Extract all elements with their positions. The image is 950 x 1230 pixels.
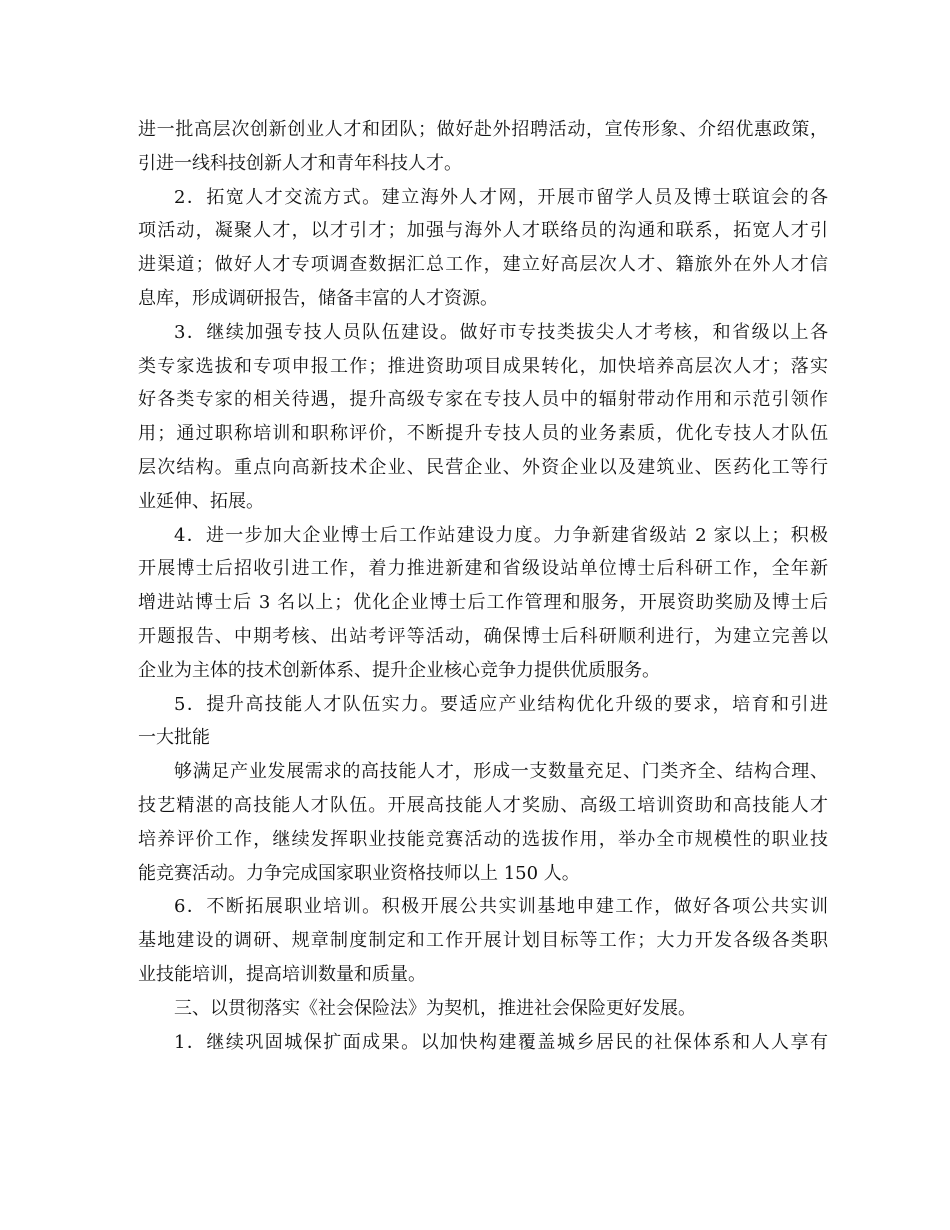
- text-line: 用；通过职称培训和职称评价，不断提升专技人员的业务素质，优化专技人才队伍: [138, 423, 828, 445]
- text-line: 基地建设的调研、规章制度制定和工作开展计划目标等工作；大力开发各级各类职: [138, 930, 828, 952]
- text-line: 业技能培训，提高培训数量和质量。: [138, 963, 426, 985]
- text-line: 增进站博士后 3 名以上；优化企业博士后工作管理和服务，开展资助奖励及博士后: [138, 592, 828, 614]
- paragraph-start-line: 4．进一步加大企业博士后工作站建设力度。力争新建省级站 2 家以上；积极: [174, 524, 828, 546]
- text-line: 培养评价工作，继续发挥职业技能竞赛活动的选拔作用，举办全市规模性的职业技: [138, 828, 828, 850]
- text-line: 引进一线科技创新人才和青年科技人才。: [138, 152, 462, 174]
- text-line: 企业为主体的技术创新体系、提升企业核心竞争力提供优质服务。: [138, 659, 660, 681]
- paragraph-start-line: 5．提升高技能人才队伍实力。要适应产业结构优化升级的要求，培育和引进: [174, 693, 828, 715]
- paragraph-start-line: 1．继续巩固城保扩面成果。以加快构建覆盖城乡居民的社保体系和人人享有: [174, 1031, 828, 1053]
- paragraph-start-line: 2．拓宽人才交流方式。建立海外人才网，开展市留学人员及博士联谊会的各: [174, 186, 828, 208]
- text-line: 进一批高层次创新创业人才和团队；做好赴外招聘活动，宣传形象、介绍优惠政策，: [138, 119, 828, 140]
- text-line: 开题报告、中期考核、出站考评等活动，确保博士后科研顺利进行，为建立完善以: [138, 625, 828, 647]
- text-line: 技艺精湛的高技能人才队伍。开展高技能人才奖励、高级工培训资助和高技能人才: [138, 794, 828, 816]
- document-body: [138, 113, 828, 1059]
- text-line: 层次结构。重点向高新技术企业、民营企业、外资企业以及建筑业、医药化工等行: [138, 456, 828, 478]
- text-line: 能竞赛活动。力争完成国家职业资格技师以上 150 人。: [138, 862, 580, 884]
- paragraph-start-line: 够满足产业发展需求的高技能人才，形成一支数量充足、门类齐全、结构合理、: [174, 761, 828, 783]
- text-line: 一大批能: [138, 727, 210, 749]
- text-line: 进渠道；做好人才专项调查数据汇总工作，建立好高层次人才、籍旅外在外人才信: [138, 254, 828, 276]
- section-heading-line: 三、以贯彻落实《社会保险法》为契机，推进社会保险更好发展。: [174, 997, 696, 1019]
- text-line: 开展博士后招收引进工作，着力推进新建和省级设站单位博士后科研工作，全年新: [138, 558, 828, 580]
- paragraph-start-line: 3．继续加强专技人员队伍建设。做好市专技类拔尖人才考核，和省级以上各: [174, 321, 828, 343]
- text-line: 类专家选拔和专项申报工作；推进资助项目成果转化，加快培养高层次人才；落实: [138, 355, 828, 377]
- text-line: 息库，形成调研报告，储备丰富的人才资源。: [138, 287, 498, 309]
- paragraph-start-line: 6．不断拓展职业培训。积极开展公共实训基地申建工作，做好各项公共实训: [174, 896, 828, 918]
- text-line: 项活动，凝聚人才，以才引才；加强与海外人才联络员的沟通和联系，拓宽人才引: [138, 220, 828, 242]
- text-line: 业延伸、拓展。: [138, 490, 264, 512]
- text-line: 好各类专家的相关待遇，提升高级专家在专技人员中的辐射带动作用和示范引领作: [138, 389, 828, 411]
